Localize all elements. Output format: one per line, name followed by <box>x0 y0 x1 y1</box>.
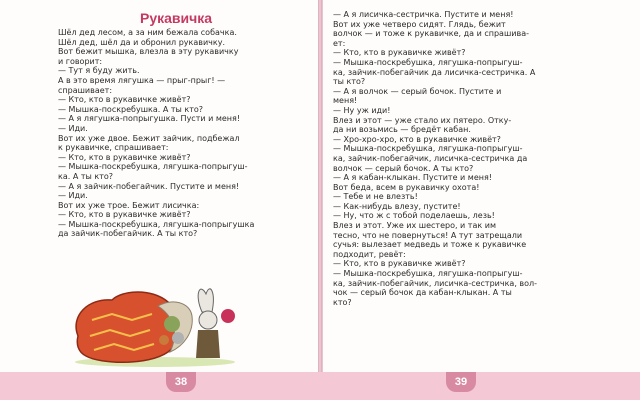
text-line: меня! <box>333 96 358 106</box>
text-line: Шёл дед лесом, а за ним бежала собачка. <box>58 28 237 37</box>
text-line: и говорит: <box>58 56 103 66</box>
left-page <box>0 0 319 372</box>
text-line: — Мышка-поскребушка, лягушка-попрыгуш- <box>333 269 523 279</box>
text-line: ка, зайчик-побегайчик, лисичка-сестричка да <box>333 153 528 163</box>
text-line: Вот их уже трое. Бежит лисичка: <box>58 200 200 210</box>
text-line: — А я кабан-клыкан. Пустите и меня! <box>333 173 492 183</box>
text-line: да ни возьмись — бредёт кабан. <box>333 125 471 135</box>
text-line: — Мышка-поскребушка, лягушка-попрыгуш- <box>333 57 523 67</box>
text-line: да зайчик-побегайчик. А ты кто? <box>58 229 198 239</box>
text-line: подходит, ревёт: <box>333 249 406 259</box>
text-line: Вот беда, всем в рукавичку охота! <box>333 182 480 192</box>
right-page-text <box>333 10 637 307</box>
text-line: — Мышка-поскребушка, лягушка-попрыгуш- <box>58 162 248 172</box>
book-gutter <box>318 0 322 400</box>
text-line: Вот их уже двое. Бежит зайчик, подбежал <box>58 133 240 143</box>
text-line: — Кто, кто в рукавичке живёт? <box>58 152 191 162</box>
text-line: — Мышка-поскребушка. А ты кто? <box>58 104 204 114</box>
text-line: — Ну, что ж с тобой поделаешь, лезь! <box>333 211 495 221</box>
text-line: — Кто, кто в рукавичке живёт? <box>58 95 191 105</box>
text-line: — А я зайчик-побегайчик. Пустите и меня! <box>58 181 240 191</box>
page-footer-band <box>0 372 640 400</box>
text-line: — Тут я буду жить. <box>58 66 140 76</box>
text-line: тесно, что не повернуться! А тут затрещали <box>333 230 523 240</box>
text-line: волчок — и тоже к рукавичке, да и спрашива- <box>333 29 529 39</box>
text-line: ка, зайчик-побегайчик, лисичка-сестричка, вол- <box>333 278 538 288</box>
page-title: Рукавичка <box>140 10 213 26</box>
text-line: — Иди. <box>58 123 88 133</box>
text-line: к рукавичке, спрашивает: <box>58 143 169 153</box>
text-line: ка. А ты кто? <box>58 171 113 181</box>
text-line: сучья: вылезает медведь и тоже к рукавичке <box>333 240 527 250</box>
text-line: — Кто, кто в рукавичке живёт? <box>333 259 466 269</box>
text-line: ет: <box>333 38 346 48</box>
mitten-illustration <box>60 276 240 368</box>
text-line: — Ну уж иди! <box>333 105 391 115</box>
text-line: — А я лягушка-попрыгушка. Пусти и меня! <box>58 114 241 124</box>
text-line: ка, зайчик-побегайчик да лисичка-сестричка. А <box>333 67 536 77</box>
text-line: ты кто? <box>333 77 366 87</box>
text-line: — А я лисичка-сестричка. Пустите и меня! <box>333 10 514 19</box>
text-line: — Тебе и не влезть! <box>333 192 418 202</box>
text-line: — Мышка-поскребушка, лягушка-попрыгуш- <box>333 144 523 154</box>
text-line: — Хро-хро-хро, кто в рукавичке живёт? <box>333 134 501 144</box>
text-line: Шёл дед, шёл да и обронил рукавичку. <box>58 37 226 47</box>
text-line: — Кто, кто в рукавичке живёт? <box>58 210 191 220</box>
page-number-right: 39 <box>446 372 476 392</box>
text-line: А в это время лягушка — прыг-прыг! — <box>58 75 226 85</box>
text-line: спрашивает: <box>58 85 113 95</box>
text-line: Влез и этот — уже стало их пятеро. Отку- <box>333 115 512 125</box>
right-page <box>322 0 640 372</box>
text-line: — А я волчок — серый бочок. Пустите и <box>333 86 502 96</box>
text-line: — Кто, кто в рукавичке живёт? <box>333 48 466 58</box>
text-line: Влез и этот. Уже их шестеро, и так им <box>333 221 496 231</box>
text-line: Вот их уже четверо сидят. Глядь, бежит <box>333 19 506 29</box>
text-line: чок — серый бочок да кабан-клыкан. А ты <box>333 288 512 298</box>
text-line: кто? <box>333 297 352 307</box>
text-line: — Мышка-поскребушка, лягушка-попрыгушка <box>58 219 255 229</box>
text-line: — Иди. <box>58 191 88 201</box>
text-line: волчок — серый бочок. А ты кто? <box>333 163 474 173</box>
text-line: Вот бежит мышка, влезла в эту рукавичку <box>58 47 239 57</box>
left-page-text <box>58 28 308 239</box>
text-line: — Как-нибудь влезу, пустите! <box>333 201 461 211</box>
page-number-left: 38 <box>166 372 196 392</box>
